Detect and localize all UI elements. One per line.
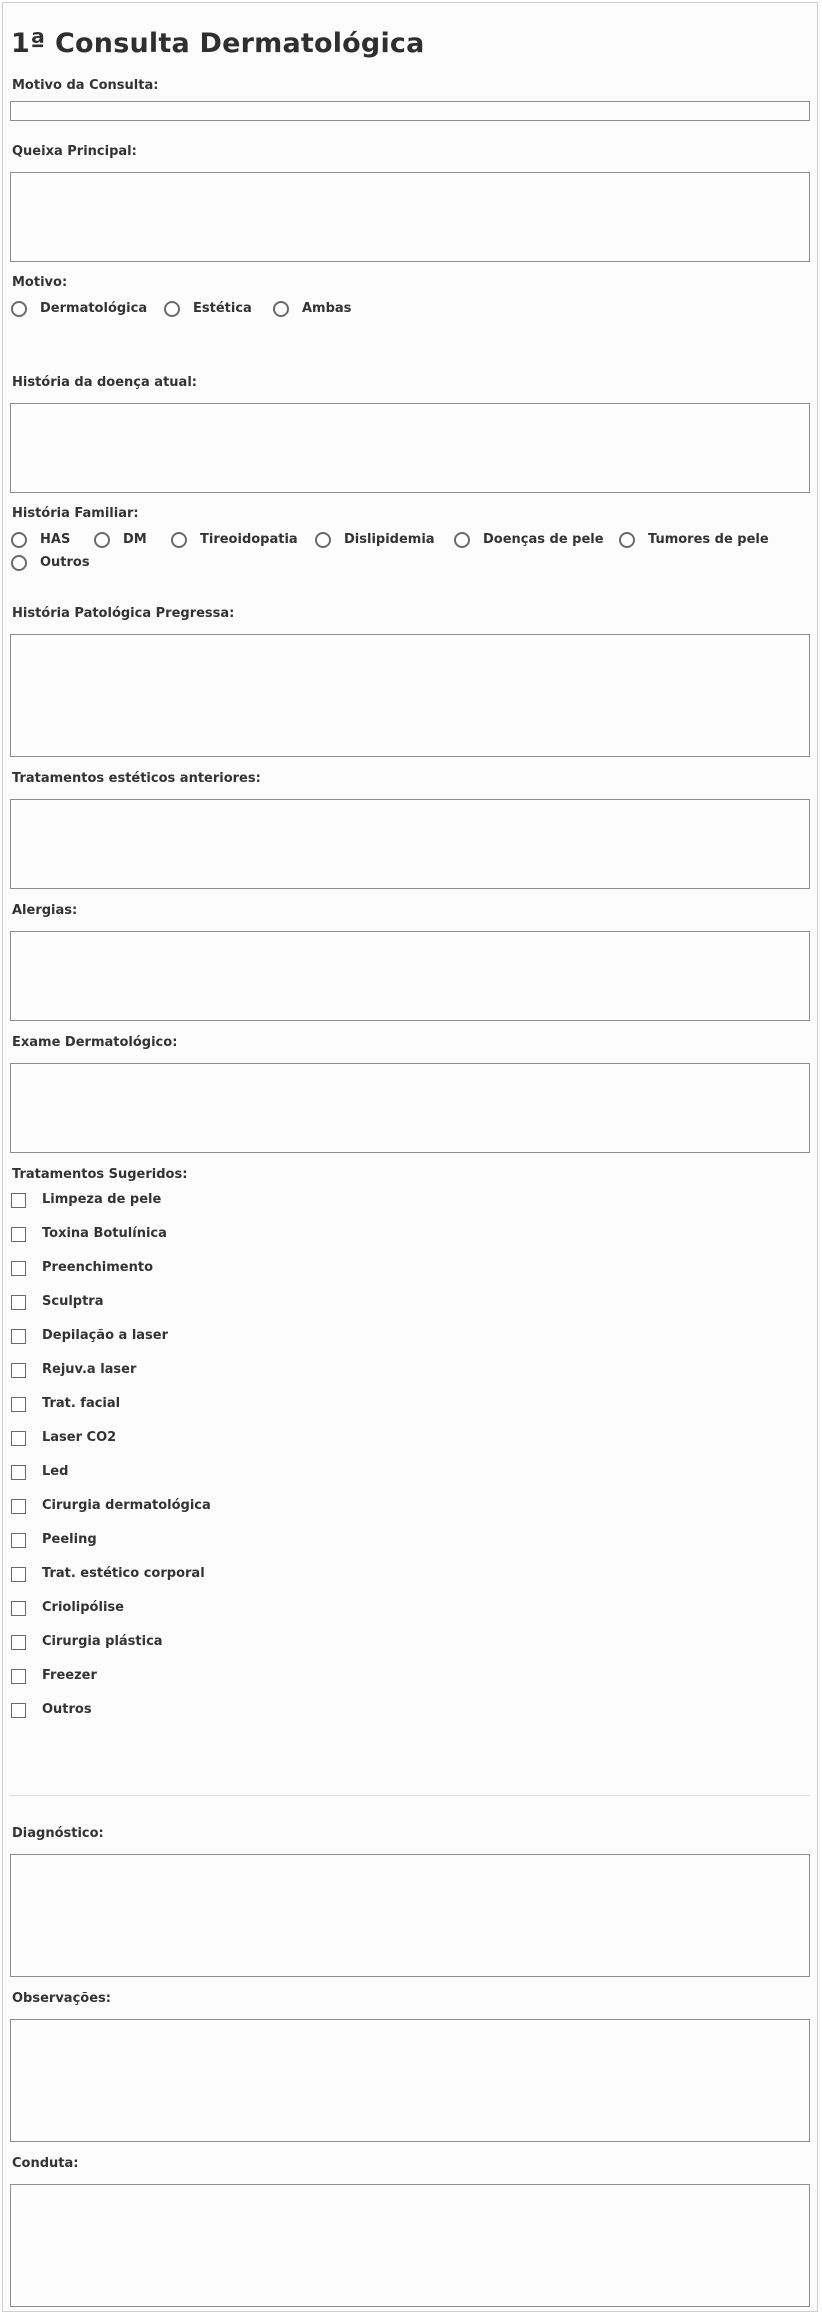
checkbox[interactable] bbox=[11, 1295, 26, 1310]
tratamento-option-outros[interactable] bbox=[11, 1700, 92, 1720]
conduta-label: Conduta: bbox=[12, 2156, 79, 2171]
radio-button[interactable] bbox=[315, 532, 331, 548]
motivo-option-label: Estética bbox=[193, 301, 252, 316]
historia-familiar-option-label: Tumores de pele bbox=[648, 532, 769, 547]
tratamento-option-freezer[interactable] bbox=[11, 1666, 97, 1686]
tratamento-option-label: Led bbox=[42, 1464, 69, 1479]
checkbox[interactable] bbox=[11, 1601, 26, 1616]
checkbox[interactable] bbox=[11, 1193, 26, 1208]
observacoes-textarea[interactable] bbox=[10, 2019, 810, 2142]
checkbox[interactable] bbox=[11, 1329, 26, 1344]
historia-familiar-option-dm[interactable] bbox=[94, 530, 147, 550]
checkbox[interactable] bbox=[11, 1261, 26, 1276]
tratamento-option-preenchimento[interactable] bbox=[11, 1258, 153, 1278]
historia-doenca-label: História da doença atual: bbox=[12, 375, 197, 390]
tratamento-option-label: Limpeza de pele bbox=[42, 1192, 162, 1207]
tratamento-option-laser-co2[interactable] bbox=[11, 1428, 116, 1448]
historia-patologica-textarea[interactable] bbox=[10, 634, 810, 757]
alergias-label: Alergias: bbox=[12, 903, 78, 918]
tratamento-option-cirurgia-plastica[interactable] bbox=[11, 1632, 163, 1652]
historia-familiar-option-label: HAS bbox=[40, 532, 71, 547]
tratamento-option-label: Toxina Botulínica bbox=[42, 1226, 167, 1241]
queixa-principal-label: Queixa Principal: bbox=[12, 144, 137, 159]
tratamentos-sugeridos-label: Tratamentos Sugeridos: bbox=[12, 1167, 188, 1182]
consultation-form bbox=[2, 2, 818, 2312]
tratamento-option-label: Sculptra bbox=[42, 1294, 104, 1309]
historia-familiar-option-tumores-pele[interactable] bbox=[619, 530, 769, 550]
tratamentos-anteriores-textarea[interactable] bbox=[10, 799, 810, 889]
historia-patologica-label: História Patológica Pregressa: bbox=[12, 606, 235, 621]
historia-familiar-label: História Familiar: bbox=[12, 506, 139, 521]
alergias-textarea[interactable] bbox=[10, 931, 810, 1021]
motivo-option-estetica[interactable] bbox=[164, 299, 252, 319]
radio-button[interactable] bbox=[164, 301, 180, 317]
exame-dermatologico-label: Exame Dermatológico: bbox=[12, 1035, 178, 1050]
historia-familiar-option-label: Dislipidemia bbox=[344, 532, 435, 547]
radio-button[interactable] bbox=[454, 532, 470, 548]
radio-button[interactable] bbox=[619, 532, 635, 548]
tratamento-option-label: Freezer bbox=[42, 1668, 97, 1683]
checkbox[interactable] bbox=[11, 1533, 26, 1548]
motivo-option-label: Dermatológica bbox=[40, 301, 148, 316]
checkbox[interactable] bbox=[11, 1465, 26, 1480]
diagnostico-textarea[interactable] bbox=[10, 1854, 810, 1977]
historia-familiar-option-label: DM bbox=[123, 532, 147, 547]
tratamento-option-label: Preenchimento bbox=[42, 1260, 154, 1275]
tratamento-option-cirurgia-dermatologica[interactable] bbox=[11, 1496, 211, 1516]
radio-button[interactable] bbox=[11, 532, 27, 548]
tratamento-option-criolipolise[interactable] bbox=[11, 1598, 124, 1618]
checkbox[interactable] bbox=[11, 1431, 26, 1446]
checkbox[interactable] bbox=[11, 1567, 26, 1582]
radio-button[interactable] bbox=[273, 301, 289, 317]
tratamento-option-label: Outros bbox=[42, 1702, 92, 1717]
checkbox[interactable] bbox=[11, 1669, 26, 1684]
tratamento-option-trat-estetico-corporal[interactable] bbox=[11, 1564, 205, 1584]
tratamento-option-sculptra[interactable] bbox=[11, 1292, 103, 1312]
radio-button[interactable] bbox=[11, 301, 27, 317]
tratamento-option-label: Cirurgia plástica bbox=[42, 1634, 163, 1649]
historia-familiar-option-doencas-pele[interactable] bbox=[454, 530, 604, 550]
radio-button[interactable] bbox=[94, 532, 110, 548]
tratamento-option-rejuv-laser[interactable] bbox=[11, 1360, 136, 1380]
tratamento-option-label: Depilação a laser bbox=[42, 1328, 169, 1343]
page-title: 1ª Consulta Dermatológica bbox=[11, 28, 425, 59]
tratamento-option-label: Cirurgia dermatológica bbox=[42, 1498, 211, 1513]
checkbox[interactable] bbox=[11, 1227, 26, 1242]
motivo-option-dermatologica[interactable] bbox=[11, 299, 147, 319]
historia-doenca-textarea[interactable] bbox=[10, 403, 810, 493]
section-divider bbox=[10, 1795, 810, 1796]
tratamento-option-peeling[interactable] bbox=[11, 1530, 97, 1550]
historia-familiar-option-label: Outros bbox=[40, 555, 90, 570]
tratamento-option-trat-facial[interactable] bbox=[11, 1394, 120, 1414]
tratamento-option-toxina-botulinica[interactable] bbox=[11, 1224, 167, 1244]
checkbox[interactable] bbox=[11, 1499, 26, 1514]
conduta-textarea[interactable] bbox=[10, 2184, 810, 2307]
tratamento-option-label: Trat. facial bbox=[42, 1396, 121, 1411]
radio-button[interactable] bbox=[11, 555, 27, 571]
tratamento-option-limpeza-pele[interactable] bbox=[11, 1190, 161, 1210]
tratamento-option-label: Peeling bbox=[42, 1532, 97, 1547]
tratamento-option-label: Laser CO2 bbox=[42, 1430, 117, 1445]
historia-familiar-option-has[interactable] bbox=[11, 530, 70, 550]
checkbox[interactable] bbox=[11, 1363, 26, 1378]
historia-familiar-option-label: Tireoidopatia bbox=[200, 532, 298, 547]
historia-familiar-option-tireoidopatia[interactable] bbox=[171, 530, 298, 550]
motivo-consulta-input[interactable] bbox=[10, 101, 810, 121]
tratamento-option-label: Rejuv.a laser bbox=[42, 1362, 137, 1377]
checkbox[interactable] bbox=[11, 1703, 26, 1718]
motivo-option-ambas[interactable] bbox=[273, 299, 351, 319]
historia-familiar-option-dislipidemia[interactable] bbox=[315, 530, 435, 550]
checkbox[interactable] bbox=[11, 1397, 26, 1412]
historia-familiar-option-outros[interactable] bbox=[11, 553, 90, 573]
tratamento-option-label: Trat. estético corporal bbox=[42, 1566, 205, 1581]
historia-familiar-option-label: Doenças de pele bbox=[483, 532, 604, 547]
motivo-consulta-label: Motivo da Consulta: bbox=[12, 78, 159, 93]
motivo-option-label: Ambas bbox=[302, 301, 352, 316]
diagnostico-label: Diagnóstico: bbox=[12, 1826, 104, 1841]
radio-button[interactable] bbox=[171, 532, 187, 548]
tratamento-option-led[interactable] bbox=[11, 1462, 68, 1482]
tratamento-option-label: Criolipólise bbox=[42, 1600, 124, 1615]
tratamento-option-depilacao-laser[interactable] bbox=[11, 1326, 168, 1346]
exame-dermatologico-textarea[interactable] bbox=[10, 1063, 810, 1153]
motivo-label: Motivo: bbox=[12, 275, 68, 290]
checkbox[interactable] bbox=[11, 1635, 26, 1650]
tratamentos-anteriores-label: Tratamentos estéticos anteriores: bbox=[12, 771, 261, 786]
queixa-principal-textarea[interactable] bbox=[10, 172, 810, 262]
observacoes-label: Observações: bbox=[12, 1991, 111, 2006]
